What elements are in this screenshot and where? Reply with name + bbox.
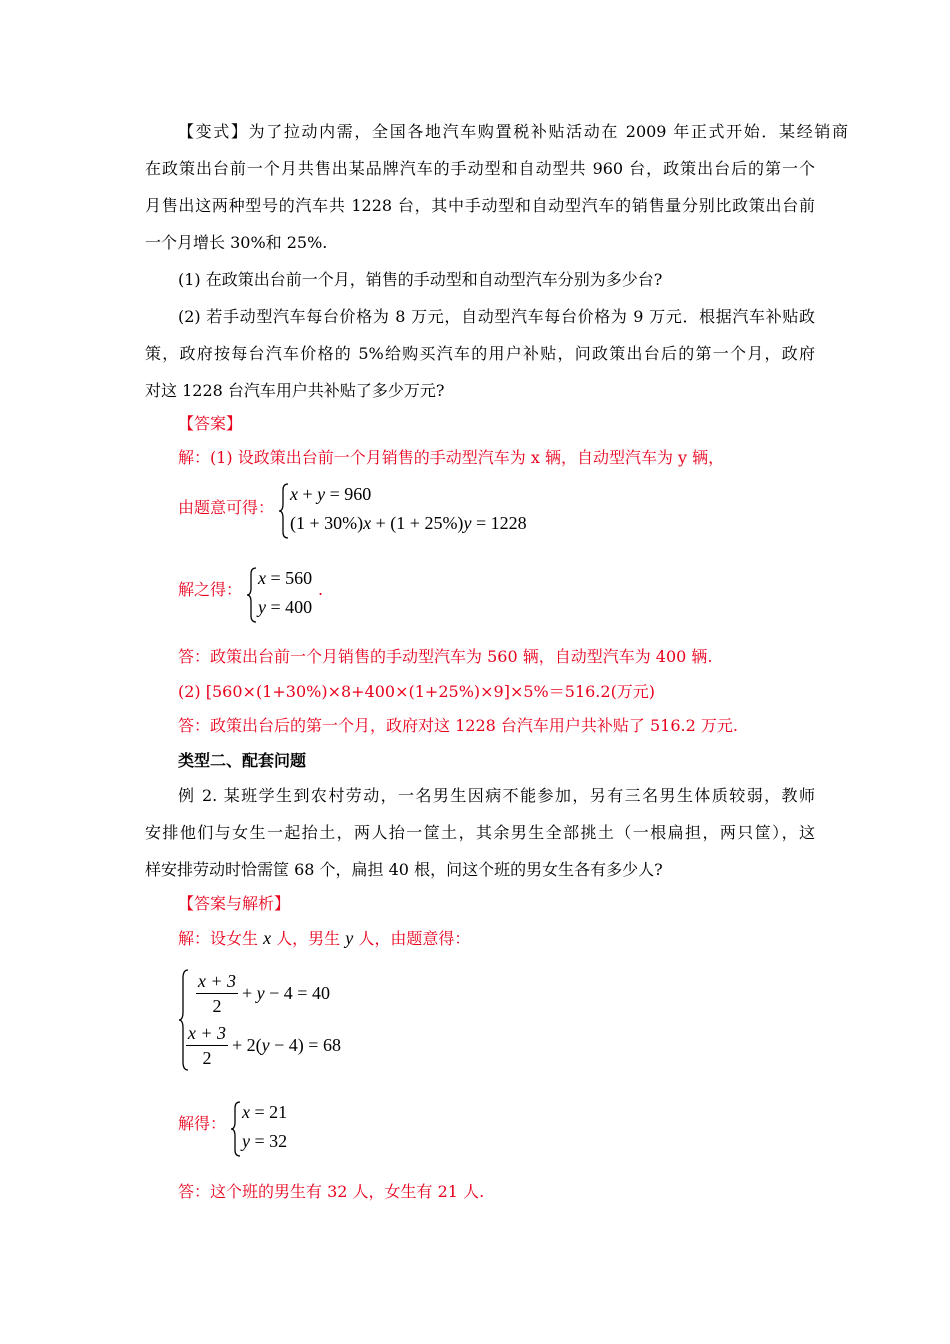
given-label: 由题意可得： (178, 498, 275, 517)
solution-y: y = 400 (258, 597, 313, 617)
brace-icon (230, 1100, 242, 1158)
brace-icon (246, 566, 258, 624)
let-statement: 解：设女生 x 人，男生 y 人，由题意得： (178, 928, 471, 948)
final-answer: 答：这个班的男生有 32 人，女生有 21 人. (178, 1182, 485, 1201)
equation-row-a: + y − 4 = 40 (242, 983, 330, 1003)
solution-x: x = 560 (258, 568, 313, 588)
solution-y-2: y = 32 (242, 1131, 288, 1151)
variant-question-1: (1) 在政策出台前一个月，销售的手动型和自动型汽车分别为多少台? (178, 270, 663, 289)
equation-system-2 (178, 968, 378, 1074)
example-2-line-3: 样安排劳动时恰需筐 68 个，扁担 40 根，问这个班的男女生各有多少人? (145, 860, 663, 879)
example-2-line-1: 例 2. 某班学生到农村劳动，一名男生因病不能参加，另有三名男生体质较弱，教师 (178, 786, 815, 805)
answer-2-text: 答：政策出台后的第一个月，政府对这 1228 台汽车用户共补贴了 516.2 万元. (178, 716, 738, 735)
variant-line-3: 月售出这两种型号的汽车共 1228 台，其中手动型和自动型汽车的销售量分别比政策出台前 (145, 196, 815, 215)
solution-x-2: x = 21 (242, 1102, 288, 1122)
equation-system-1 (278, 482, 558, 542)
equation-row-b: + 2(y − 4) = 68 (232, 1035, 341, 1055)
solve-label: 解之得： (178, 580, 243, 599)
equation-row-2: (1 + 30%)x + (1 + 25%)y = 1228 (290, 513, 527, 533)
answer-1-text: 答：政策出台前一个月销售的手动型汽车为 560 辆，自动型汽车为 400 辆. (178, 647, 713, 666)
answer-header: 【答案】 (178, 414, 243, 433)
calculation-2: (2) [560×(1+30%)×8+400×(1+25%)×9]×5%＝516.2(万元) (178, 682, 656, 701)
equation-row-1: x + y = 960 (290, 484, 372, 504)
variant-line-2: 在政策出台前一个月共售出某品牌汽车的手动型和自动型共 960 台，政策出台后的第一个 (145, 159, 815, 178)
solve-label-2: 解得： (178, 1114, 227, 1133)
answer-analysis-header: 【答案与解析】 (178, 894, 291, 913)
variant-line-1: 【变式】为了拉动内需，全国各地汽车购置税补贴活动在 2009 年正式开始．某经销商 (178, 122, 848, 141)
variant-question-2-line-1: (2) 若手动型汽车每台价格为 8 万元，自动型汽车每台价格为 9 万元．根据汽车补贴政 (178, 307, 815, 326)
solution-system-2 (230, 1100, 330, 1158)
brace-icon (278, 482, 290, 540)
variant-question-2-line-2: 策，政府按每台汽车价格的 5%给购买汽车的用户补贴，问政策出台后的第一个月，政府 (145, 344, 815, 363)
fraction-2: x + 3 2 (187, 1023, 227, 1068)
section-heading: 类型二、配套问题 (178, 751, 307, 770)
variant-question-2-line-3: 对这 1228 台汽车用户共补贴了多少万元? (145, 381, 445, 400)
example-2-line-2: 安排他们与女生一起抬土，两人抬一筐土，其余男生全部挑土（一根扁担，两只筐），这 (145, 823, 815, 842)
fraction-1: x + 3 2 (197, 971, 237, 1016)
solution-period: . (318, 580, 324, 599)
solution-setup-line: 解：(1) 设政策出台前一个月销售的手动型汽车为 x 辆，自动型汽车为 y 辆， (178, 448, 725, 467)
variant-line-4: 一个月增长 30%和 25%. (145, 233, 328, 252)
